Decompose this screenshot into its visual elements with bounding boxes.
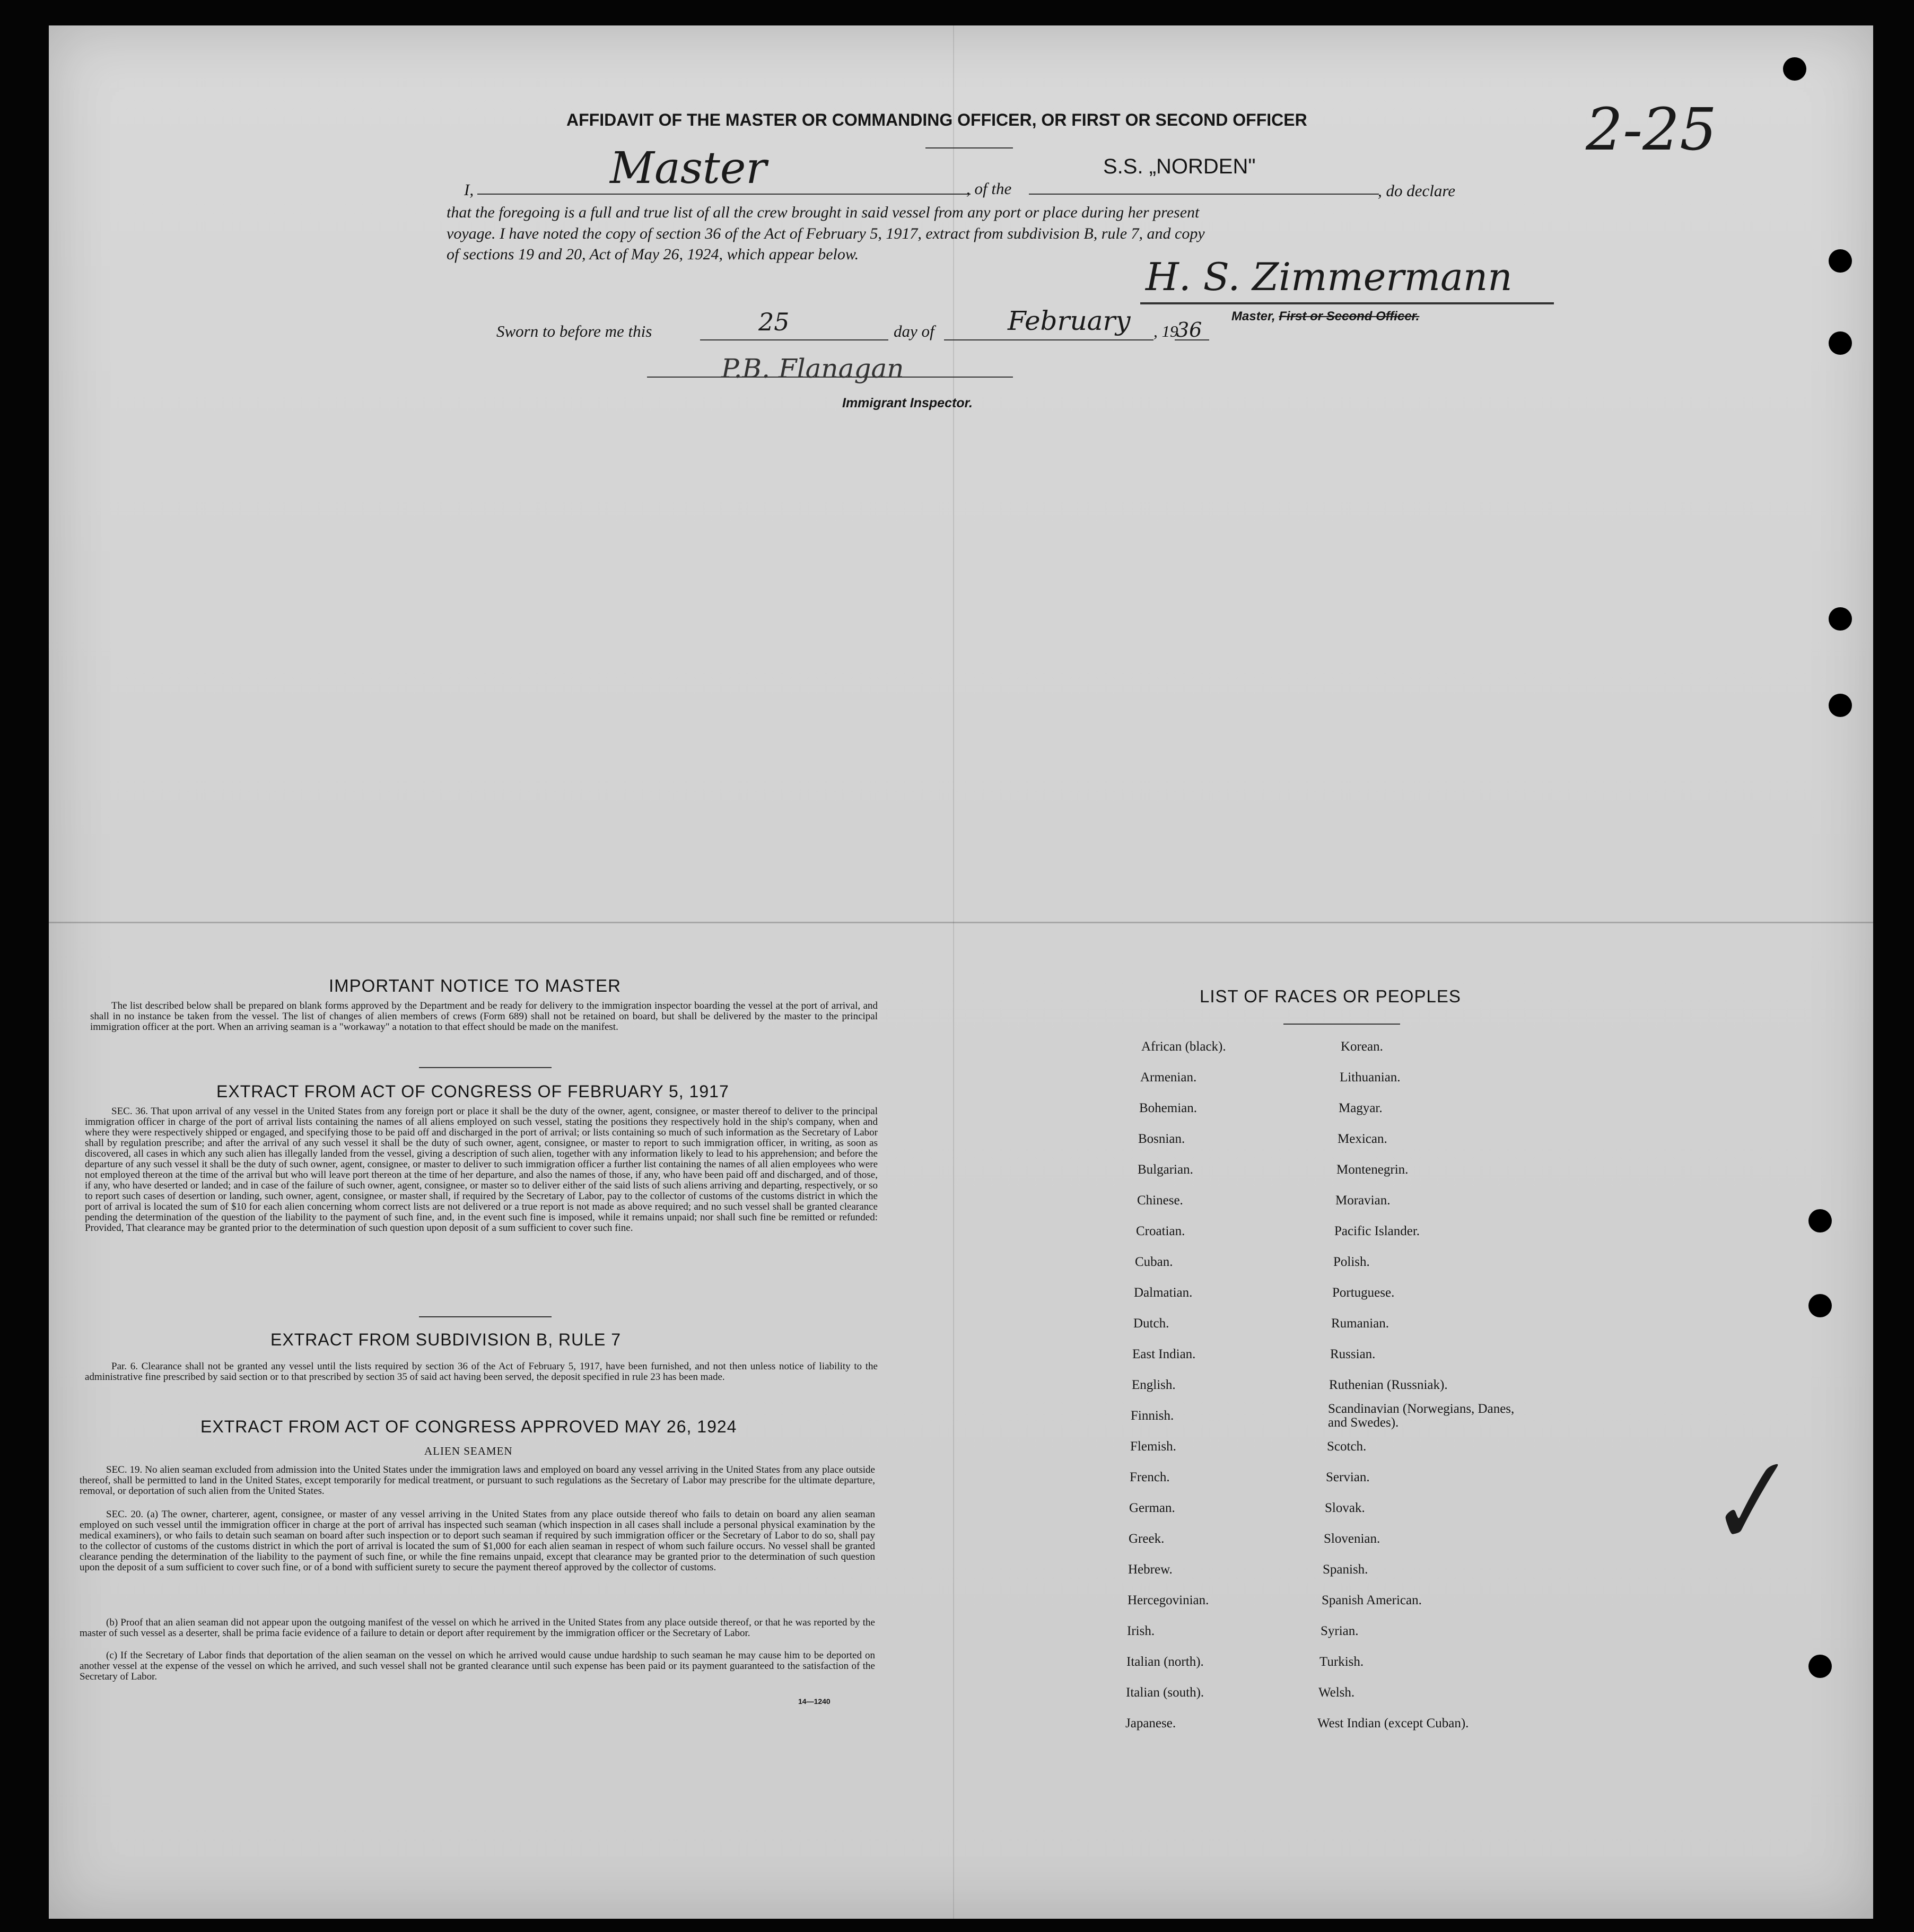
extract-1924-sec20b: (b) Proof that an alien seaman did not appear upon the outgoing manifest of the vessel on which he arrived in the United States from any place outside thereof, or that he was reported by the master of such vessel as a deserter, shall be prima facie evidence of a failure to detain or deport after requirement by the immigration officer or the Secretary of Labor. — [80, 1617, 875, 1639]
race-item: Russian. — [1330, 1347, 1376, 1361]
race-item: Chinese. — [1137, 1193, 1183, 1208]
race-item: Italian (south). — [1126, 1685, 1204, 1700]
inspector-caption: Immigrant Inspector. — [842, 396, 973, 410]
vessel-name: S.S. „NORDEN" — [1103, 155, 1256, 178]
fold-line-horizontal — [49, 922, 1873, 923]
punch-hole — [1829, 694, 1852, 717]
race-item: Magyar. — [1339, 1101, 1383, 1115]
day-of-label: day of — [894, 322, 934, 340]
signature-line — [1140, 302, 1554, 304]
race-item: Mexican. — [1338, 1132, 1387, 1146]
year-line — [1175, 339, 1209, 340]
race-item: Polish. — [1333, 1255, 1370, 1269]
affidavit-body-1: that the foregoing is a full and true list of all the crew brought in said vessel from any port or place during her present — [447, 204, 1200, 221]
race-item: Croatian. — [1136, 1224, 1185, 1238]
races-title: LIST OF RACES OR PEOPLES — [1200, 986, 1461, 1006]
struck-caption: First or Second Officer. — [1279, 309, 1420, 324]
extract-1924-sec20a: SEC. 20. (a) The owner, charterer, agent, consignee, or master of any vessel arriving in the United States from any place outside thereof who fails to detain on board any alien seaman employed on such vessel until the immigration officer in charge at the port of arrival has inspected such seaman (which inspection in all cases shall include a personal physical examination by the medical examiners), or who fails to detain such seaman on board after such inspection or to deport such seaman if required by such immigration officer or the Secretary of Labor to do so, shall pay to the collector of customs of the customs district in which the port of arrival is located the sum of $1,000 for each alien seaman in respect of whom such failure occurs. No vessel shall be granted clearance pending the determination of the liability to the payment of such fine, or while the fine remains unpaid, except that clearance may be granted prior to the determination of such question upon the deposit of a sum sufficient to cover such fine, or of a bond with sufficient surety to secure the payment thereof approved by the collector of customs. — [80, 1509, 875, 1573]
race-item: Greek. — [1129, 1532, 1165, 1546]
punch-hole — [1829, 607, 1852, 631]
punch-hole — [1829, 331, 1852, 355]
punch-hole — [1783, 57, 1806, 81]
form-number: 14—1240 — [798, 1697, 831, 1706]
affidavit-title: AFFIDAVIT OF THE MASTER OR COMMANDING OFFICER, OR FIRST OR SECOND OFFICER — [566, 110, 1307, 129]
master-caption-text: Master, — [1231, 309, 1275, 324]
extract-1924-sec20c: (c) If the Secretary of Labor finds that deportation of the alien seaman on the vessel on which he arrived would cause undue hardship to such seaman he may cause him to be deported on another vessel at the expense of the vessel on which he arrived, and such vessel shall not be granted clearance until such expense has been paid or its payment guaranteed to the satisfaction of the Secretary of Labor. — [80, 1650, 875, 1682]
race-item: Scotch. — [1327, 1439, 1367, 1454]
race-item: English. — [1132, 1378, 1176, 1392]
race-item: Turkish. — [1319, 1655, 1364, 1669]
race-item: East Indian. — [1132, 1347, 1196, 1361]
notice-rule — [419, 1067, 552, 1068]
race-item: Japanese. — [1125, 1716, 1176, 1730]
race-item: Dutch. — [1133, 1316, 1169, 1331]
year-value: 36 — [1176, 318, 1202, 342]
month-line — [944, 339, 1153, 340]
race-item: Ruthenian (Russniak). — [1329, 1378, 1448, 1392]
race-item: Pacific Islander. — [1334, 1224, 1420, 1238]
extract-1924-sec19: SEC. 19. No alien seaman excluded from admission into the United States under the immigration laws and employed on board any vessel arriving in the United States from any place outside thereof, shall be permitted to land in the United States, except temporarily for medical treatment, or pursuant to such regulations as the Secretary of Labor may prescribe for the ultimate departure, removal, or deportation of such alien from the United States. — [80, 1464, 875, 1497]
sworn-label: Sworn to before me this — [496, 322, 652, 340]
race-item: Irish. — [1127, 1624, 1155, 1638]
race-item: Portuguese. — [1332, 1286, 1395, 1300]
inspector-signature: P.B. Flanagan — [721, 353, 904, 384]
check-mark: ✓ — [1685, 1433, 1803, 1576]
punch-hole — [1808, 1209, 1832, 1232]
race-item: German. — [1129, 1501, 1175, 1515]
do-declare-label: , do declare — [1378, 181, 1456, 200]
of-the-label: , of the — [966, 179, 1012, 198]
master-caption — [1231, 309, 1419, 324]
affidavit-body-3: of sections 19 and 20, Act of May 26, 1924, which appear below. — [447, 246, 859, 263]
subdivision-b-title: EXTRACT FROM SUBDIVISION B, RULE 7 — [270, 1330, 622, 1349]
race-item: Welsh. — [1318, 1685, 1355, 1700]
race-item: Flemish. — [1130, 1439, 1176, 1454]
year-prefix: , 19 — [1153, 322, 1178, 340]
extract-1924-title: EXTRACT FROM ACT OF CONGRESS APPROVED MAY 26, 1924 — [200, 1417, 737, 1436]
race-item: Dalmatian. — [1134, 1286, 1193, 1300]
race-item: West Indian (except Cuban). — [1317, 1716, 1469, 1730]
race-item: Syrian. — [1321, 1624, 1359, 1638]
race-item: Spanish American. — [1322, 1593, 1422, 1607]
extract-1917-title: EXTRACT FROM ACT OF CONGRESS OF FEBRUARY 5, 1917 — [216, 1082, 729, 1101]
race-item: Hebrew. — [1128, 1562, 1173, 1577]
punch-hole — [1808, 1655, 1832, 1678]
race-item: Moravian. — [1335, 1193, 1391, 1208]
master-handwritten: Master — [610, 143, 767, 194]
subdivision-b-text: Par. 6. Clearance shall not be granted any vessel until the lists required by section 36 of the Act of February 5, 1917, have been furnished, and not then unless notice of liability to the administrative fine prescribed by said section or to that prescribed by section 35 of said act having been served, the deposit specified in rule 23 has been made. — [85, 1361, 878, 1383]
punch-hole — [1808, 1294, 1832, 1317]
title-rule — [925, 147, 1013, 148]
race-item: Armenian. — [1140, 1070, 1197, 1085]
fold-line-vertical — [953, 25, 954, 1919]
race-item: Italian (north). — [1126, 1655, 1204, 1669]
race-item: Cuban. — [1135, 1255, 1173, 1269]
race-item: Bosnian. — [1138, 1132, 1185, 1146]
race-item: Lithuanian. — [1340, 1070, 1401, 1085]
race-item: Spanish. — [1323, 1562, 1368, 1577]
extract-1924-subtitle: ALIEN SEAMEN — [424, 1445, 513, 1457]
month-value: February — [1008, 305, 1131, 336]
race-item: Rumanian. — [1331, 1316, 1389, 1331]
vessel-line — [1029, 194, 1379, 195]
notice-text: The list described below shall be prepared on blank forms approved by the Department and be ready for delivery to the immigration inspector boarding the vessel at the port of arrival, and shall in no instance be taken from the vessel. The list of changes of alien members of crews (Form 689) shall not be retained on board, but shall be delivered by the master to the principal immigration officer at the port. When an arriving seaman is a "workaway" a notation to that effect should be made on the manifest. — [90, 1000, 878, 1033]
race-item: Slovak. — [1325, 1501, 1365, 1515]
race-item: Bulgarian. — [1138, 1162, 1193, 1177]
race-item: Scandinavian (Norwegians, Danes, and Swedes). — [1328, 1402, 1515, 1430]
i-label: I, — [464, 180, 474, 199]
inspector-line — [647, 377, 1013, 378]
master-line — [477, 194, 971, 195]
races-rule — [1283, 1024, 1400, 1025]
race-item: Korean. — [1341, 1039, 1383, 1054]
affidavit-body-2: voyage. I have noted the copy of section 36 of the Act of February 5, 1917, extract from subdivision B, rule 7, and copy — [447, 225, 1205, 242]
day-value: 25 — [758, 308, 790, 336]
race-item: Montenegrin. — [1336, 1162, 1409, 1177]
notice-title: IMPORTANT NOTICE TO MASTER — [329, 976, 622, 995]
extract-1917-rule — [419, 1316, 552, 1317]
race-item: Servian. — [1326, 1470, 1370, 1484]
race-item: Slovenian. — [1324, 1532, 1380, 1546]
extract-1917-text: SEC. 36. That upon arrival of any vessel in the United States from any foreign port or place it shall be the duty of the owner, agent, consignee, or master thereof to deliver to the principal immigration officer in charge of the port of arrival lists containing the names of all aliens employed on such vessel, stating the positions they respectively hold in the ship's company, when and where they were respectively shipped or engaged, and specifying those to be paid off and discharged in the port of arrival; or lists containing so much of such information as the Secretary of Labor shall by regulation prescribe; and after the arrival of any such vessel it shall be the duty of such owner, agent, consignee, or master to report to such immigration officer, in writing, as soon as discovered, all cases in which any such alien has illegally landed from the vessel, giving a description of such alien, together with any information likely to lead to his apprehension; and before the departure of any such vessel it shall be the duty of such owner, agent, consignee, or master to deliver to such immigration officer a further list containing the names of all alien employees who were not employed thereon at the time of the arrival but who will leave port thereon at the time of her departure, and also the names of those, if any, who have been paid off and discharged, and of those, if any, who have deserted or landed; and in case of the failure of such owner, agent, consignee, or master so to deliver either of the said lists of such aliens arriving and departing, respectively, or so to report such cases of desertion or landing, such owner, agent, consignee, or master shall, if required by the Secretary of Labor, pay to the collector of customs of the customs district in which the port of arrival is located the sum of $10 for each alien concerning whom correct lists are not delivered or a true report is not made as above required; and no such vessel shall be granted clearance pending the determination of the question of the liability to the payment of such fine, and, in the event such fine is imposed, while it remains unpaid; nor shall such fine be remitted or refunded: Provided, That clearance may be granted prior to the determination of such question upon deposit of a sum sufficient to cover such fine. — [85, 1106, 878, 1234]
day-line — [700, 339, 888, 340]
race-item: French. — [1130, 1470, 1170, 1484]
corner-note: 2-25 — [1586, 95, 1717, 163]
race-item: Bohemian. — [1139, 1101, 1198, 1115]
race-item: Hercegovinian. — [1128, 1593, 1209, 1607]
race-item: Finnish. — [1131, 1409, 1174, 1423]
punch-hole — [1829, 249, 1852, 273]
master-signature: H. S. Zimmermann — [1146, 255, 1513, 299]
race-item: African (black). — [1141, 1039, 1226, 1054]
